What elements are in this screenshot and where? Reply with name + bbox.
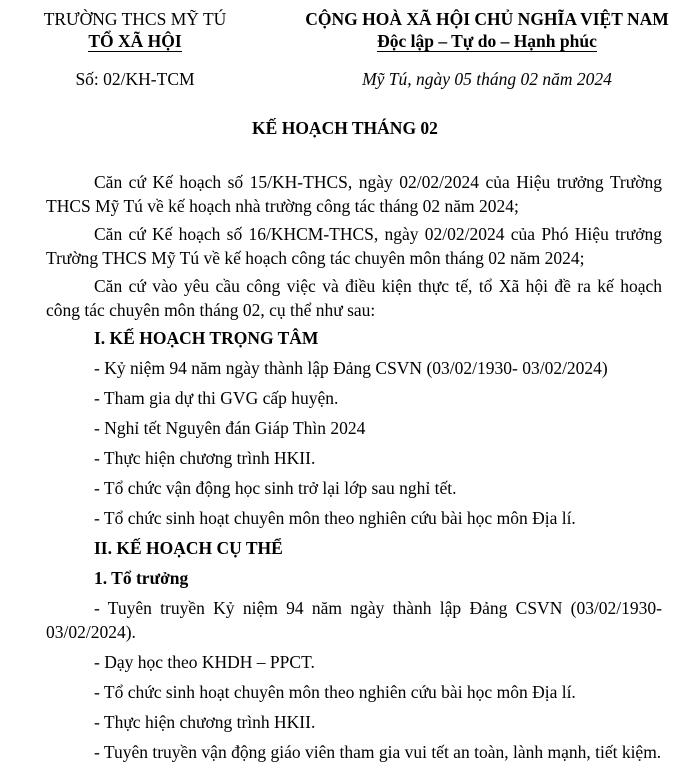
document-body: [46, 170, 662, 770]
school-name: TRƯỜNG THCS MỸ TÚ: [43, 9, 227, 29]
preamble-paragraph: Căn cứ vào yêu cầu công việc và điều kiện thực tế, tổ Xã hội đề ra kế hoạch công tác chuyên môn tháng 02, cụ thể như sau:: [46, 276, 662, 320]
preamble-paragraph: Căn cứ Kế hoạch số 16/KHCM-THCS, ngày 02/02/2024 của Phó Hiệu trưởng Trường THCS Mỹ Tú về kế hoạch công tác chuyên môn tháng 02 năm 2024;: [46, 224, 662, 268]
list-item: - Dạy học theo KHDH – PPCT.: [94, 652, 315, 672]
list-item: - Tổ chức sinh hoạt chuyên môn theo nghiên cứu bài học môn Địa lí.: [94, 682, 576, 702]
section-heading: I. KẾ HOẠCH TRỌNG TÂM: [94, 328, 319, 348]
document-title: KẾ HOẠCH THÁNG 02: [252, 118, 438, 138]
motto: Độc lập – Tự do – Hạnh phúc: [377, 31, 597, 51]
list-item: - Thực hiện chương trình HKII.: [94, 448, 316, 468]
document-number: Số: 02/KH-TCM: [75, 69, 195, 89]
subsection-heading: 1. Tổ trưởng: [94, 568, 189, 588]
national-header: [292, 8, 682, 52]
issuer-block: [20, 8, 250, 52]
list-item: - Tổ chức vận động học sinh trở lại lớp sau nghỉ tết.: [94, 478, 457, 498]
list-item: - Thực hiện chương trình HKII.: [94, 712, 316, 732]
list-item: - Tổ chức sinh hoạt chuyên môn theo nghiên cứu bài học môn Địa lí.: [94, 508, 576, 528]
place-date: Mỹ Tú, ngày 05 tháng 02 năm 2024: [362, 69, 612, 89]
list-item: - Tuyên truyền Kỷ niệm 94 năm ngày thành lập Đảng CSVN (03/02/1930- 03/02/2024).: [46, 598, 662, 642]
list-item: - Tham gia dự thi GVG cấp huyện.: [94, 388, 339, 408]
list-item: - Kỷ niệm 94 năm ngày thành lập Đảng CSVN (03/02/1930- 03/02/2024): [94, 358, 608, 378]
list-item: - Nghỉ tết Nguyên đán Giáp Thìn 2024: [94, 418, 366, 438]
group-name: TỔ XÃ HỘI: [88, 31, 182, 51]
nation-name: CỘNG HOÀ XÃ HỘI CHỦ NGHĨA VIỆT NAM: [305, 9, 669, 29]
preamble-paragraph: Căn cứ Kế hoạch số 15/KH-THCS, ngày 02/02/2024 của Hiệu trưởng Trường THCS Mỹ Tú về kế hoạch nhà trường công tác tháng 02 năm 2024;: [46, 172, 662, 216]
list-item: - Tuyên truyền vận động giáo viên tham gia vui tết an toàn, lành mạnh, tiết kiệm.: [94, 742, 662, 762]
section-heading: II. KẾ HOẠCH CỤ THỂ: [94, 538, 283, 558]
